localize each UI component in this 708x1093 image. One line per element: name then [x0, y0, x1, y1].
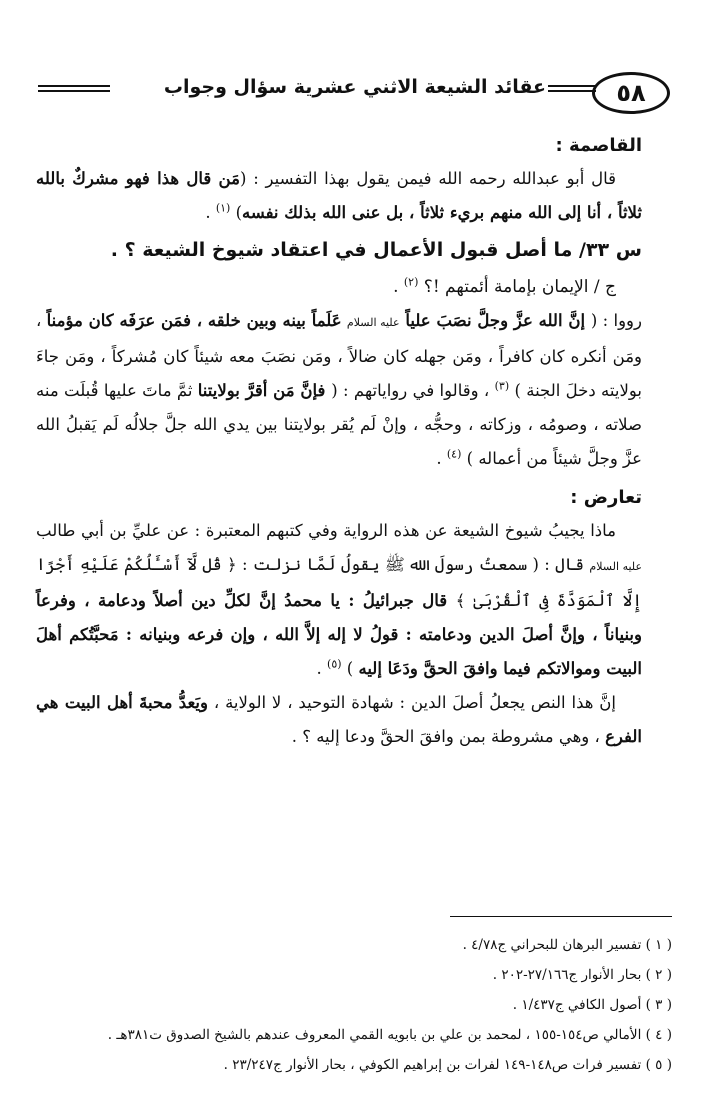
- text: ، وقالوا في رواياتهم : (: [331, 381, 495, 400]
- ali-honorific-icon: عليه السلام: [346, 316, 400, 329]
- footnote-2: ( ٢ ) بحار الأنوار ج٢٧/١٦٦-٢٠٢ .: [492, 967, 672, 983]
- section-heading-taarud: تعارض :: [570, 487, 642, 508]
- text: .: [205, 203, 216, 222]
- text: قال أبو عبدالله رحمه الله فيمن يقول بهذا التفسير : (: [239, 169, 616, 188]
- page-body: [36, 130, 642, 754]
- text: ، وهي مشروطة بمن وافقَ الحقَّ ودعا إليه ؟ .: [291, 727, 606, 746]
- text: ): [341, 659, 359, 678]
- footnotes: [66, 930, 672, 1080]
- footnote-ref-2: (٢): [403, 275, 419, 289]
- footnote-3: ( ٣ ) أصول الكافي ج١/٤٣٧ .: [512, 997, 672, 1013]
- header-double-rule-right: [548, 85, 596, 92]
- header-double-rule-left: [38, 85, 110, 92]
- quote-bold: مَن قال هذا فهو مشركٌ بالله ثلاثاً ، أنا إلى الله منهم بريء ثلاثاً ، بل عنى الله بذلك نفسه: [36, 169, 642, 222]
- footnote-1: ( ١ ) تفسير البرهان للبحراني ج٤/٧٨ .: [462, 937, 672, 953]
- text: .: [436, 449, 447, 468]
- quote-bold: إنَّ الله عزَّ وجلَّ نصَبَ علياً: [399, 311, 591, 330]
- paragraph-qasima: [36, 162, 642, 230]
- text: ، ومَن أنكره كان كافراً ، ومَن جهله كان ضالاً ، ومَن نصَبَ معه شيئاً كان مُشركاً ، ومَن جاءَ بولايته دخلَ الجنة: [36, 311, 642, 400]
- text: ماذا يجيبُ شيوخ الشيعة عن هذه الرواية وفي كتبهم المعتبرة : عن عليِّ بن أبي طالب: [36, 521, 616, 540]
- quote-bold: فإنَّ مَن أقرَّ بولايتنا: [197, 381, 332, 400]
- quran-verse: ﴿ قُل لَّآ أَسْـَٔلُكُمْ عَلَيْهِ أَجْرًا إِلَّا ٱلْمَوَدَّةَ فِى ٱلْقُرْبَىٰ ﴾: [36, 555, 642, 610]
- quote-bold: ويَعدُّ محبةَ أهل البيت هي الفرع: [36, 693, 642, 746]
- paragraph-riwayat: [36, 304, 642, 476]
- text: قال : ( سمعتُ رسولَ الله: [404, 555, 590, 574]
- answer-33: [36, 270, 642, 304]
- quote-bold: عَلَماً بينه وبين خلقه ، فمَن عرَفَه كان مؤمناً: [46, 311, 342, 330]
- footnote-ref-3: (٣): [494, 379, 510, 393]
- footnote-separator: [450, 916, 672, 917]
- footnote-ref-1: (١): [215, 201, 231, 215]
- paragraph-conclusion: [36, 686, 642, 754]
- footnote-5: ( ٥ ) تفسير فرات ص١٤٨-١٤٩ لفرات بن إبراهيم الكوفي ، بحار الأنوار ج٢٣/٢٤٧ .: [223, 1057, 672, 1073]
- question-33: س ٣٣/ ما أصل قبول الأعمال في اعتقاد شيوخ الشيعة ؟ .: [110, 239, 642, 261]
- page-header: [30, 62, 670, 122]
- text: ج / الإيمان بإمامة أئمتهم !؟: [418, 277, 616, 297]
- quote-bold: قال جبرائيلُ : يا محمدُ إنَّ لكلِّ دين أصلاً ودعامة ، وفرعاً وبنياناً ، وإنَّ أصلَ الدين ودعامته : قولُ لا إله إلاَّ الله ، وإن فرعه وبنيانه : مَحبَّتُكم أهلَ البيت وموالاتكم فيما وافقَ الحقَّ ودَعَا إليه: [36, 591, 642, 678]
- text: .: [316, 659, 328, 678]
- text: إنَّ هذا النص يجعلُ أصلَ الدين : شهادة التوحيد ، لا الولاية ،: [208, 693, 617, 712]
- footnote-ref-5: (٥): [327, 657, 342, 671]
- text: .: [393, 277, 404, 297]
- text: ): [509, 381, 527, 400]
- text: يقولُ لَمَّا نزلت :: [236, 555, 385, 574]
- running-title: عقائد الشيعة الاثني عشرية سؤال وجواب: [158, 76, 552, 98]
- prophet-honorific-icon: ﷺ: [384, 555, 405, 574]
- footnote-ref-4: (٤): [446, 447, 462, 461]
- ali-honorific-icon: عليه السلام: [589, 560, 643, 573]
- page-number: ٥٨: [592, 72, 670, 114]
- text: ): [230, 203, 243, 222]
- section-heading-qasima: القاصمة :: [555, 135, 642, 156]
- text: رووا : (: [590, 311, 642, 330]
- paragraph-taarud: [36, 514, 642, 686]
- footnote-4: ( ٤ ) الأمالي ص١٥٤-١٥٥ ، لمحمد بن علي بن بابويه القمي المعروف عندهم بالشيخ الصدوق ت٣٨١هـ .: [107, 1027, 672, 1043]
- text: ثمَّ ماتَ عليها قُبلَت منه صلاته ، وصومُه ، وزكاته ، وحجُّه ، وإنْ لَم يُقر بولايتنا بين يدي الله جلَّ جلالُه لَم يَقبلُ الله عزَّ وجلَّ شيئاً من أعماله ): [36, 381, 642, 468]
